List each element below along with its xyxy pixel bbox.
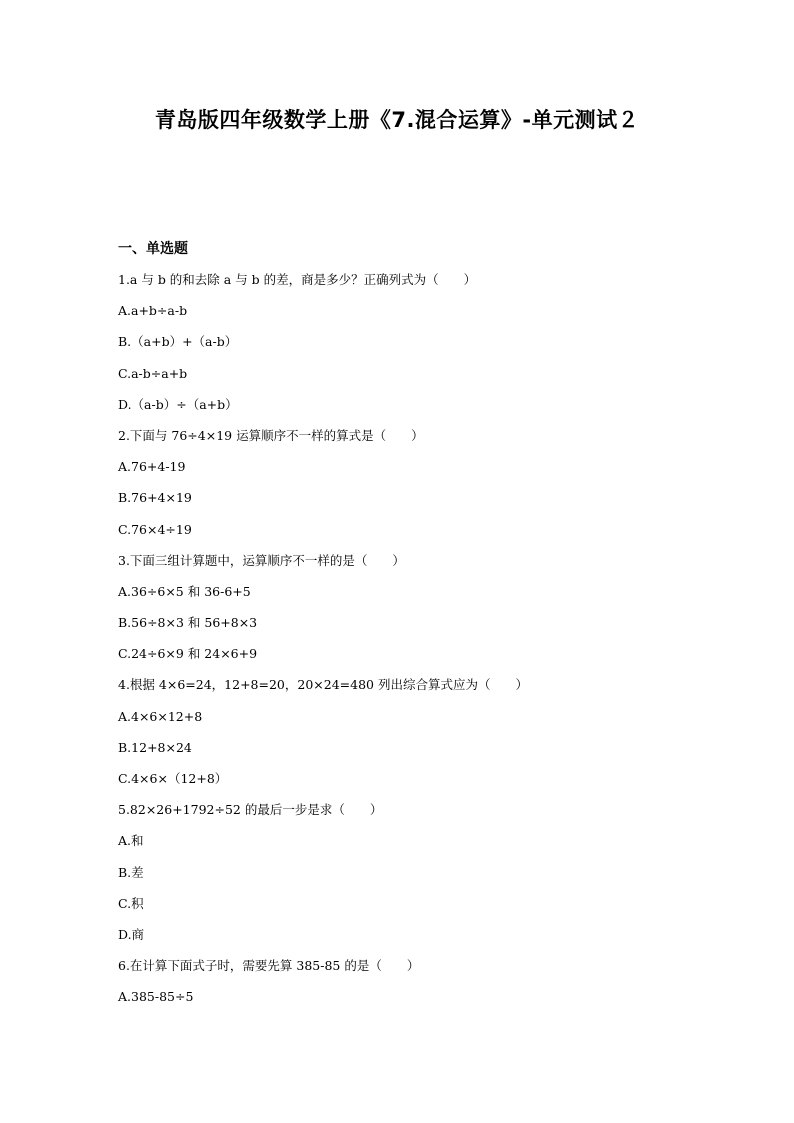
answer-option: A.36÷6×5 和 36-6+5 [118,583,251,599]
document-title: 青岛版四年级数学上册《7.混合运算》-单元测试２ [154,108,640,132]
answer-option: C.a-b÷a+b [118,365,188,381]
answer-option: A.和 [118,833,144,849]
answer-option: C.76×4÷19 [118,521,192,537]
answer-option: A.a+b÷a-b [118,303,188,319]
answer-option: A.385-85÷5 [118,989,194,1005]
question-line: 3.下面三组计算题中，运算顺序不一样的是（ ） [118,552,405,568]
answer-option: C.24÷6×9 和 24×6+9 [118,646,258,662]
section-heading: 一、单选题 [118,241,188,257]
question-line: 6.在计算下面式子时，需要先算 385-85 的是（ ） [118,958,420,974]
answer-option: A.76+4-19 [118,459,186,475]
answer-option: B.56÷8×3 和 56+8×3 [118,615,258,631]
answer-option: B.76+4×19 [118,490,192,506]
answer-option: D.商 [118,926,145,942]
answer-option: B.差 [118,864,144,880]
answer-option: A.4×6×12+8 [118,708,203,724]
question-line: 4.根据 4×6=24，12+8=20，20×24=480 列出综合算式应为（ ） [118,677,528,693]
answer-option: C.积 [118,895,144,911]
question-line: 1.a 与 b 的和去除 a 与 b 的差，商是多少？正确列式为（ ） [118,272,477,287]
question-line: 5.82×26+1792÷52 的最后一步是求（ ） [118,802,383,818]
answer-option: B.（a+b）+（a-b） [118,334,238,350]
question-line: 2.下面与 76÷4×19 运算顺序不一样的算式是（ ） [118,427,424,443]
question-list [118,264,718,1013]
answer-option: B.12+8×24 [118,739,192,755]
answer-option: D.（a-b）÷（a+b） [118,396,238,412]
answer-option: C.4×6×（12+8） [118,771,228,786]
